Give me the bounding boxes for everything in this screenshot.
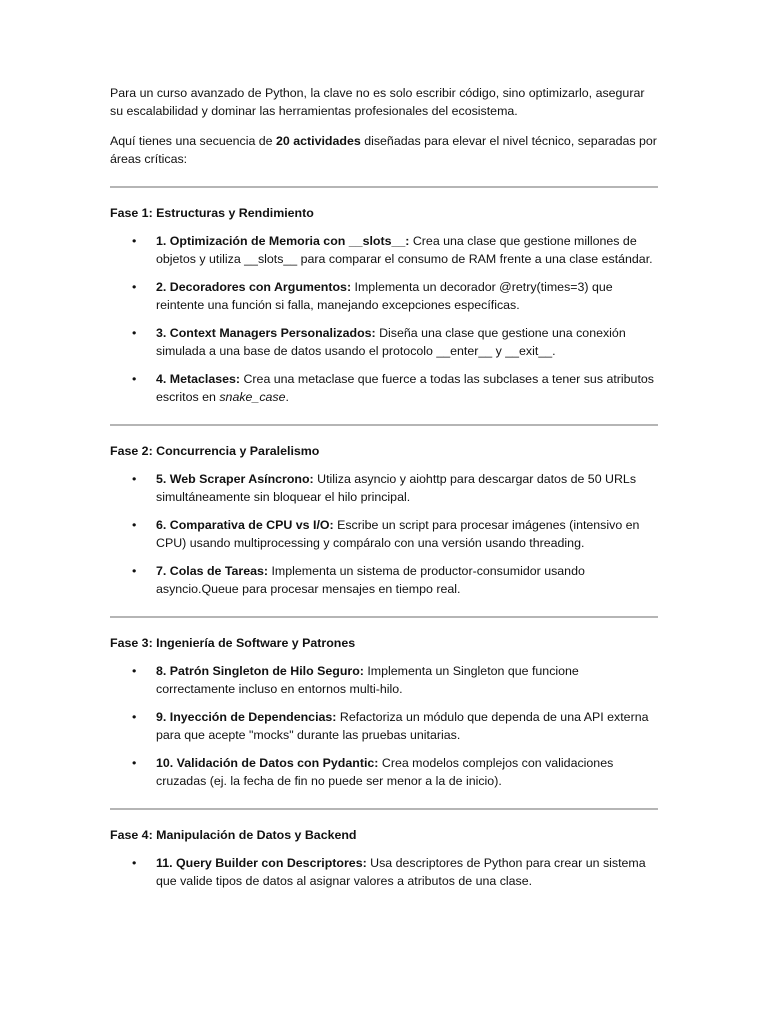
bullet-icon: • [132, 756, 137, 770]
section-divider [110, 616, 658, 618]
item-text: Utiliza asyncio y aiohttp para descargar datos de 50 URLs simultáneamente sin bloquear el hilo principal. [156, 472, 637, 504]
item-text: Diseña una clase que gestione una conexión simulada a una base de datos usando el protocolo __enter__ y __exit__. [156, 326, 626, 358]
list-item [110, 854, 658, 890]
bullet-icon: • [132, 564, 137, 578]
document-body [110, 84, 658, 900]
intro-paragraph: Para un curso avanzado de Python, la clave no es solo escribir código, sino optimizarlo, asegurar su escalabilidad y dominar las herramientas profesionales del ecosistema. [110, 86, 645, 118]
list-item [110, 370, 658, 406]
item-lead: 6. Comparativa de CPU vs I/O: [156, 518, 334, 532]
phase-4-list [110, 854, 658, 890]
intro-summary [110, 132, 658, 168]
phase-3-list [110, 662, 658, 790]
item-emphasis: snake_case [219, 390, 286, 404]
item-text-end: . [285, 390, 289, 404]
item-text: Usa descriptores de Python para crear un sistema que valide tipos de datos al asignar valores a atributos de una clase. [156, 856, 646, 888]
phase-1-list [110, 232, 658, 406]
bullet-icon: • [132, 372, 137, 386]
section-divider [110, 808, 658, 810]
item-lead: 5. Web Scraper Asíncrono: [156, 472, 314, 486]
item-lead: 9. Inyección de Dependencias: [156, 710, 337, 724]
bullet-icon: • [132, 326, 137, 340]
bullet-icon: • [132, 280, 137, 294]
phase-3-section [110, 634, 658, 790]
item-lead: 4. Metaclases: [156, 372, 241, 386]
list-item [110, 662, 658, 698]
bullet-icon: • [132, 710, 137, 724]
bullet-icon: • [132, 518, 137, 532]
phase-1-section [110, 204, 658, 406]
phase-1-title: Fase 1: Estructuras y Rendimiento [110, 206, 314, 220]
item-text: Refactoriza un módulo que dependa de una API externa para que acepte "mocks" durante las pruebas unitarias. [156, 710, 649, 742]
phase-2-section [110, 442, 658, 598]
item-lead: 2. Decoradores con Argumentos: [156, 280, 352, 294]
item-lead: 3. Context Managers Personalizados: [156, 326, 376, 340]
item-text: Implementa un sistema de productor-consumidor usando asyncio.Queue para procesar mensajes en tiempo real. [156, 564, 585, 596]
intro-summary-start: Aquí tienes una secuencia de [110, 134, 277, 148]
item-text: Escribe un script para procesar imágenes (intensivo en CPU) usando multiprocessing y compáralo con una versión usando threading. [156, 518, 640, 550]
bullet-icon: • [132, 856, 137, 870]
item-lead: 1. Optimización de Memoria con __slots__: [156, 234, 410, 248]
section-divider [110, 186, 658, 188]
item-lead: 11. Query Builder con Descriptores: [156, 856, 367, 870]
item-text: Implementa un decorador @retry(times=3) que reintente una función si falla, manejando excepciones específicas. [156, 280, 613, 312]
intro-summary-end: diseñadas para elevar el nivel técnico, separadas por áreas críticas: [110, 134, 657, 166]
item-text: Implementa un Singleton que funcione correctamente incluso en entornos multi-hilo. [156, 664, 579, 696]
phase-3-title: Fase 3: Ingeniería de Software y Patrones [110, 636, 356, 650]
list-item [110, 470, 658, 506]
item-lead: 7. Colas de Tareas: [156, 564, 269, 578]
bullet-icon: • [132, 234, 137, 248]
bullet-icon: • [132, 664, 137, 678]
section-divider [110, 424, 658, 426]
item-text: Crea modelos complejos con validaciones cruzadas (ej. la fecha de fin no puede ser menor a la de inicio). [156, 756, 614, 788]
activity-count: 20 actividades [276, 134, 361, 148]
phase-4-section [110, 826, 658, 890]
bullet-icon: • [132, 472, 137, 486]
list-item [110, 754, 658, 790]
phase-2-title: Fase 2: Concurrencia y Paralelismo [110, 444, 320, 458]
list-item [110, 278, 658, 314]
item-lead: 8. Patrón Singleton de Hilo Seguro: [156, 664, 364, 678]
list-item [110, 232, 658, 268]
item-lead: 10. Validación de Datos con Pydantic: [156, 756, 379, 770]
list-item [110, 708, 658, 744]
phase-2-list [110, 470, 658, 598]
phase-4-title: Fase 4: Manipulación de Datos y Backend [110, 828, 357, 842]
list-item [110, 562, 658, 598]
list-item [110, 324, 658, 360]
item-text: Crea una clase que gestione millones de objetos y utiliza __slots__ para comparar el consumo de RAM frente a una clase estándar. [156, 234, 653, 266]
item-text: Crea una metaclase que fuerce a todas las subclases a tener sus atributos escritos en [156, 372, 654, 404]
list-item [110, 516, 658, 552]
